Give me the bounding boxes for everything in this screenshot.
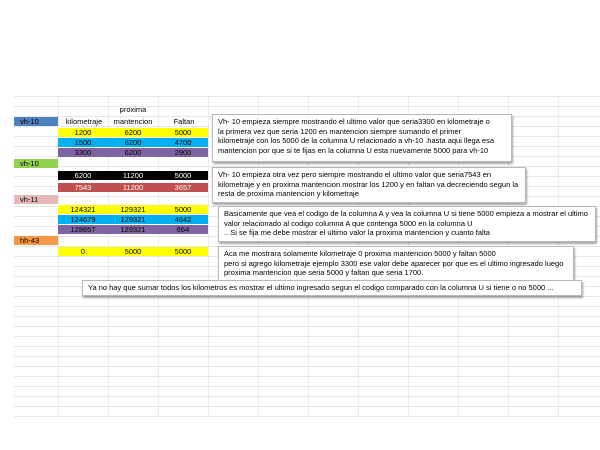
cell-km[interactable]: 7543 — [58, 183, 108, 192]
cell-faltan[interactable]: 2900 — [158, 148, 208, 157]
note-line: proxima mantencion que seria 5000 y faltan que seria 1700. — [224, 268, 424, 278]
grid-line — [14, 396, 600, 397]
note-line: Vh- 10 empieza otra vez pero siempre mostrando el ultimo valor que seria7543 en — [218, 170, 492, 179]
note-line: .. Si se fija me debe mostrar el ultimo valor la proxima mantencion y cuanto falta — [224, 228, 490, 238]
grid-line — [14, 376, 600, 377]
cell-km[interactable]: 1500 — [58, 138, 108, 147]
grid-line — [14, 406, 600, 407]
cell-proxima[interactable]: 11200 — [108, 183, 158, 192]
cell-faltan[interactable]: 5000 — [158, 171, 208, 180]
grid-line — [14, 96, 600, 97]
row-label-vh10[interactable]: vh-10 — [14, 117, 58, 126]
header-kilometraje[interactable]: kilometraje — [65, 117, 103, 126]
note-line: kilometraje y en proxima mantencion mostrar los 1200 y en faltan va decreciendo segun la — [218, 179, 519, 189]
cell-km[interactable]: 128657 — [58, 225, 108, 234]
grid-line — [14, 316, 600, 317]
cell-faltan[interactable]: 5000 — [158, 247, 208, 256]
grid-line — [208, 96, 209, 416]
grid-line — [14, 346, 600, 347]
cell-faltan[interactable]: 664 — [158, 225, 208, 234]
comment-note[interactable] — [212, 114, 512, 162]
grid-line — [14, 386, 600, 387]
cell-proxima[interactable]: 129321 — [108, 205, 158, 214]
header-proxima[interactable]: proxima — [119, 105, 147, 114]
cell-faltan[interactable]: 3657 — [158, 183, 208, 192]
grid-line — [14, 306, 600, 307]
note-line: resta de proxima mantencion y kilometraje — [218, 189, 359, 199]
cell-proxima[interactable]: 11200 — [108, 171, 158, 180]
cell-faltan[interactable]: 5000 — [158, 205, 208, 214]
row-label-hh43[interactable]: hh-43 — [14, 236, 58, 245]
cell-proxima[interactable]: 6200 — [108, 138, 158, 147]
note-line: kilometraje con los 5000 de la columna U relacionado a vh-10 .hasta aqui llega esa — [218, 136, 495, 146]
comment-note[interactable] — [218, 206, 596, 242]
cell-proxima[interactable]: 129321 — [108, 225, 158, 234]
grid-line — [14, 416, 600, 417]
comment-note[interactable] — [82, 280, 582, 296]
row-label-vh11[interactable]: vh-11 — [14, 195, 58, 204]
grid-line — [14, 106, 600, 107]
cell-faltan[interactable]: 5000 — [158, 128, 208, 137]
cell-km[interactable]: 3300 — [58, 148, 108, 157]
cell-km[interactable]: 0 — [58, 247, 108, 256]
grid-line — [14, 366, 600, 367]
cell-faltan[interactable]: 4642 — [158, 215, 208, 224]
cell-proxima[interactable]: 6200 — [108, 148, 158, 157]
grid-line — [14, 336, 600, 337]
note-line: Basicamente que vea el codigo de la columna A y vea la columna U si tiene 5000 empieza a mostrar el ultimo — [224, 209, 588, 218]
cell-proxima[interactable]: 5000 — [108, 247, 158, 256]
note-line: valor relacionado al codigo columna A que contenga 5000 en la columna U — [224, 218, 473, 228]
note-line: Vh- 10 empieza siempre mostrando el ultimo valor que seria3300 en kilometraje o — [218, 117, 490, 126]
header-faltan[interactable]: Faltan — [173, 117, 195, 126]
note-line: Ya no hay que sumar todos los kilometros es mostrar el ultimo ingresado segun el codigo comparado con la columna U si tiene o no 5000 ... — [88, 283, 554, 292]
comment-note[interactable] — [218, 246, 574, 282]
grid-line — [14, 356, 600, 357]
grid-line — [14, 296, 600, 297]
note-line: Aca me mostrara solamente kilometraje 0 proxima mantencion 5000 y faltan 5000 — [224, 249, 496, 258]
cell-km[interactable]: 124321 — [58, 205, 108, 214]
cell-proxima[interactable]: 6200 — [108, 128, 158, 137]
grid-line — [14, 326, 600, 327]
cell-faltan[interactable]: 4700 — [158, 138, 208, 147]
cell-km[interactable]: 1200 — [58, 128, 108, 137]
note-line: mantencion por que si te fijas en la columna U esta nuevamente 5000 para vh-10 — [218, 145, 489, 155]
note-line: pero si agrego kilometraje ejemplo 3300 ese valor debe aparecer por que es el ultimo ingresado luego — [224, 258, 564, 268]
cell-km[interactable]: 124679 — [58, 215, 108, 224]
cell-proxima[interactable]: 129321 — [108, 215, 158, 224]
note-line: la primera vez que seria 1200 en mantencion siempre sumando el primer — [218, 126, 462, 136]
comment-note[interactable] — [212, 167, 526, 203]
row-label-vh10[interactable]: vh-10 — [14, 159, 58, 168]
cell-km[interactable]: 6200 — [58, 171, 108, 180]
header-mantencion[interactable]: mantencion — [113, 117, 153, 126]
